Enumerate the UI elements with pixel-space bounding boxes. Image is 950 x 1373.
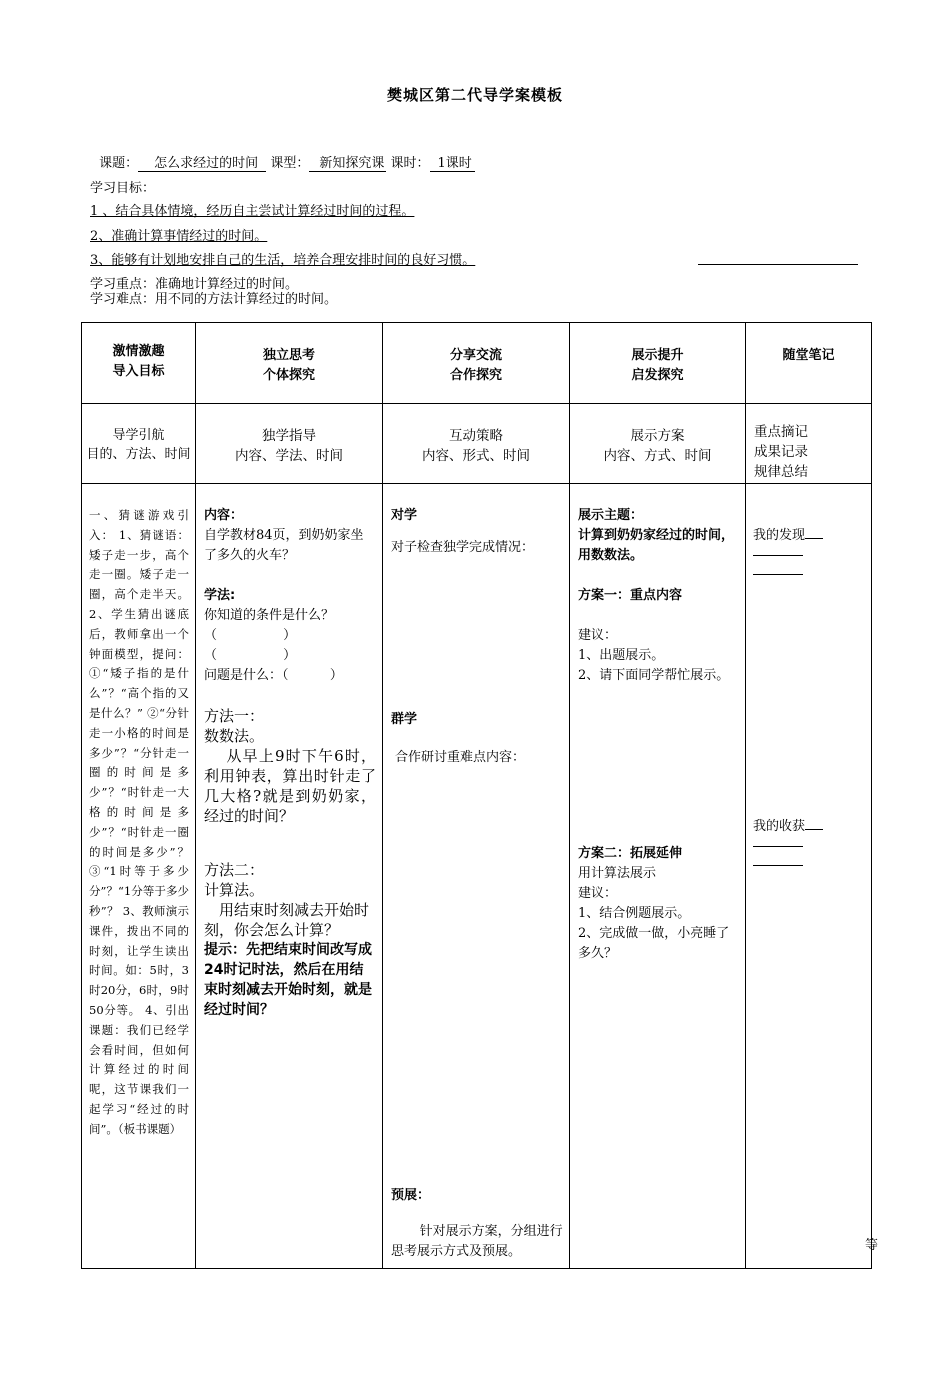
condition-blank-2: （ ） <box>204 648 297 663</box>
header-col3-line1: 分享交流 <box>449 348 502 363</box>
pair-study-text: 对子检查独学完成情况： <box>391 540 535 555</box>
theme-label: 展示主题： <box>578 508 644 523</box>
preview-label: 预展： <box>391 1188 431 1203</box>
header-col2-line1: 独立思考 <box>262 348 315 363</box>
method2-text: 用结束时刻减去开始时刻，你会怎么计算？ <box>204 901 370 939</box>
method1-title: 方法一： <box>204 707 265 725</box>
body-col2 <box>196 484 383 1269</box>
hours-value: 1课时 <box>430 152 475 172</box>
subheader-col5-line2: 成果记录 <box>754 444 808 460</box>
goal-item-3: 3、能够有计划地安排自己的生活，培养合理安排时间的良好习惯。 <box>90 253 476 268</box>
my-finding <box>753 524 823 575</box>
theme-text: 计算到奶奶家经过的时间，用数数法。 <box>578 528 735 563</box>
group-study-label: 群学 <box>391 712 418 727</box>
header-col5-line1: 随堂笔记 <box>782 348 835 363</box>
my-gain <box>753 815 823 866</box>
condition-question: 你知道的条件是什么？ <box>204 608 335 623</box>
header-col1 <box>82 323 196 404</box>
header-col2 <box>196 323 383 404</box>
plan2-item-2: 2、完成做一做，小亮睡了多久？ <box>578 926 730 961</box>
subheader-col5-line3: 规律总结 <box>754 464 808 480</box>
plan2-title: 方案二：拓展延伸 <box>578 846 683 861</box>
method2-title: 方法二： <box>204 861 265 879</box>
lesson-table <box>81 322 872 1269</box>
subheader-col3-line1: 互动策略 <box>449 428 503 444</box>
plan1-item-2: 2、请下面同学帮忙展示。 <box>578 668 730 683</box>
difficulty: 学习难点：用不同的方法计算经过的时间。 <box>90 292 338 307</box>
subheader-col3 <box>383 404 570 484</box>
subheader-col3-line2: 内容、形式、时间 <box>422 448 530 464</box>
header-col3-line2: 合作探究 <box>449 368 502 383</box>
type-value: 新知探究课 <box>309 152 386 172</box>
plan1-title: 方案一：重点内容 <box>578 588 683 603</box>
type-label: 课型： <box>270 156 310 171</box>
subheader-col2-line1: 独学指导 <box>262 428 316 444</box>
subheader-col2-line2: 内容、学法、时间 <box>235 448 343 464</box>
header-col4-line2: 启发探究 <box>631 368 684 383</box>
warmup-text: 一、猜谜游戏引入： 1、猜谜语：矮子走一步，高个走一圈。矮子走一圈，高个走半天。2、学生猜出谜底后，教师拿出一个钟面模型，提问：①“矮子指的是什么”？“高个指的又是什么？” ②“分针走一小格的时间是多少”？“分针走一圈的时间是多少”？“时针走一大格的时间是多少”？“时针走一圈的时间是多少”？ ③“1时等于多少分”？“1分等于多少秒”？ 3、教师演示课件，拨出不同的时刻，让学生读出时间。如：5时，3时20分，6时，9时50分等。 4、引出课题：我们已经学会看时间，但如何计算经过的时间呢，这节课我们一起学习“经过的时间”。（板书课题） <box>89 508 189 1136</box>
content-label: 内容： <box>204 508 244 523</box>
plan1-item-1: 1、出题展示。 <box>578 648 665 663</box>
method1-text: 从早上9时下午6时，利用钟表，算出时针走了几大格?就是到奶奶家，经过的时间？ <box>204 747 376 825</box>
subheader-col4-line1: 展示方案 <box>630 428 685 444</box>
header-col4 <box>570 323 746 404</box>
goal-item-1: 1 、结合具体情境，经历自主尝试计算经过时间的过程。 <box>90 204 415 219</box>
body-row <box>82 484 872 1269</box>
plan2-advice-label: 建议： <box>578 886 618 901</box>
subheader-col4 <box>570 404 746 484</box>
my-finding-label: 我的发现 <box>753 528 806 543</box>
course-info-line <box>90 152 475 172</box>
subheader-row <box>82 404 872 484</box>
method-label: 学法: <box>204 588 236 603</box>
plan2-item-1: 1、结合例题展示。 <box>578 906 691 921</box>
side-char: 等 <box>865 1238 879 1253</box>
topic-label: 课题： <box>99 156 139 171</box>
subheader-col1-line1: 导学引航 <box>112 428 165 443</box>
header-col1-line1: 激情激趣 <box>112 344 165 359</box>
content-text: 自学教材84页，到奶奶家坐了多久的火车？ <box>204 528 364 563</box>
hint-text: 提示：先把结束时间改写成24时记时法，然后在用结束时刻减去开始时刻，就是经过时间？ <box>204 942 372 1018</box>
topic-value: 怎么求经过的时间 <box>138 152 266 172</box>
header-col4-line1: 展示提升 <box>631 348 684 363</box>
preview-text: 针对展示方案，分组进行思考展示方式及预展。 <box>391 1224 563 1259</box>
goal-item-2: 2、准确计算事情经过的时间。 <box>90 229 268 244</box>
key-point: 学习重点：准确地计算经过的时间。 <box>90 277 299 292</box>
problem-question: 问题是什么：（ ） <box>204 668 343 683</box>
subheader-col1 <box>82 404 196 484</box>
group-study-text: 合作研讨重难点内容： <box>395 750 526 765</box>
hours-label: 课时： <box>390 156 430 171</box>
body-col4 <box>570 484 746 1269</box>
header-col3 <box>383 323 570 404</box>
header-col1-line2: 导入目标 <box>112 364 165 379</box>
my-gain-label: 我的收获 <box>753 819 806 834</box>
plan1-advice-label: 建议： <box>578 628 618 643</box>
subheader-col5-line1: 重点摘记 <box>754 424 808 440</box>
condition-blank-1: （ ） <box>204 628 297 643</box>
subheader-col5 <box>746 404 872 484</box>
subheader-col4-line2: 内容、方式、时间 <box>603 448 712 464</box>
body-col1 <box>82 484 196 1269</box>
pair-study-label: 对学 <box>391 508 418 523</box>
subheader-col1-line2: 目的、方法、时间 <box>86 447 191 462</box>
method2-name: 计算法。 <box>204 881 265 899</box>
goals-label: 学习目标： <box>90 181 156 196</box>
method1-name: 数数法。 <box>204 727 265 745</box>
header-col5 <box>746 323 872 404</box>
header-row <box>82 323 872 404</box>
subheader-col2 <box>196 404 383 484</box>
plan2-text: 用计算法展示 <box>578 866 657 881</box>
header-col2-line2: 个体探究 <box>262 368 315 383</box>
body-col5 <box>746 484 872 1269</box>
page-title: 樊城区第二代导学案模板 <box>386 86 563 104</box>
blank-rule <box>698 264 858 265</box>
body-col3 <box>383 484 570 1269</box>
